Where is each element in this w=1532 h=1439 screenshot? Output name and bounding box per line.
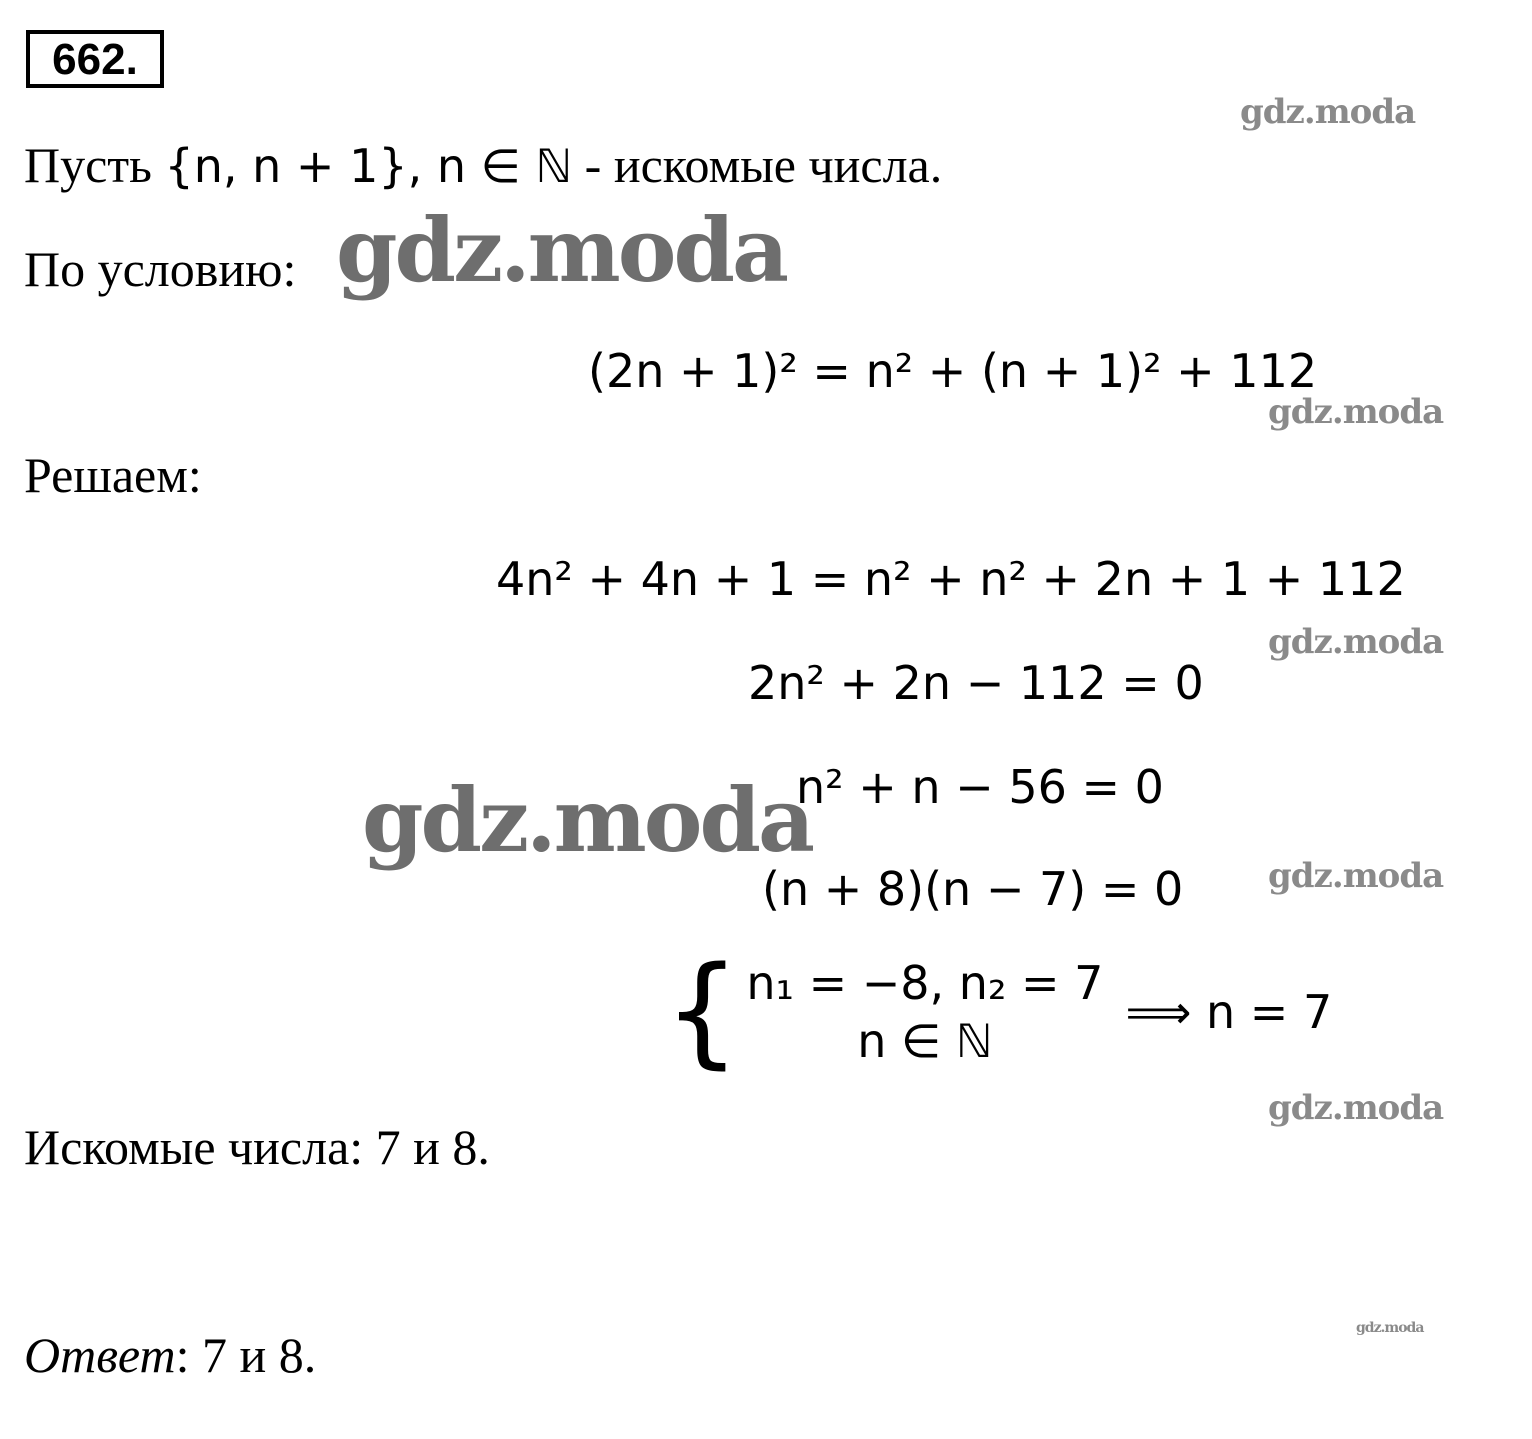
watermark: gdz.moda xyxy=(1268,392,1444,432)
answer-label: Ответ xyxy=(24,1327,176,1383)
watermark: gdz.moda xyxy=(1356,1320,1424,1336)
intro-tail: - искомые числа. xyxy=(584,137,943,193)
intro-lead: Пусть xyxy=(24,137,152,193)
result-line: Искомые числа: 7 и 8. xyxy=(24,1119,490,1175)
left-brace-icon: { xyxy=(664,942,741,1081)
intro-set: {n, n + 1}, n ∈ ℕ xyxy=(164,139,573,193)
watermark: gdz.moda xyxy=(1268,856,1444,896)
step-2: 2n² + 2n − 112 = 0 xyxy=(748,656,1204,710)
problem-number: 662. xyxy=(26,30,164,88)
answer-value: : 7 и 8. xyxy=(175,1327,317,1383)
system-row-2: n ∈ ℕ xyxy=(857,1014,993,1068)
step-3: n² + n − 56 = 0 xyxy=(796,760,1164,814)
system-row-1: n₁ = −8, n₂ = 7 xyxy=(746,956,1104,1010)
step-1: 4n² + 4n + 1 = n² + n² + 2n + 1 + 112 xyxy=(496,552,1406,606)
solve-label: Решаем: xyxy=(24,447,202,503)
system-conclusion: ⟹ n = 7 xyxy=(1125,985,1333,1039)
watermark: gdz.moda xyxy=(1268,1088,1444,1128)
watermark: gdz.moda xyxy=(336,198,787,302)
watermark: gdz.moda xyxy=(362,768,813,872)
watermark: gdz.moda xyxy=(1268,622,1444,662)
system-of-conditions xyxy=(664,942,1333,1081)
answer-line xyxy=(24,1326,316,1384)
system-rows xyxy=(746,954,1103,1070)
watermark: gdz.moda xyxy=(1240,92,1416,132)
condition-label: По условию: xyxy=(24,241,297,297)
equation-main: (2n + 1)² = n² + (n + 1)² + 112 xyxy=(588,344,1318,398)
intro-line xyxy=(24,136,942,194)
step-4: (n + 8)(n − 7) = 0 xyxy=(762,862,1184,916)
